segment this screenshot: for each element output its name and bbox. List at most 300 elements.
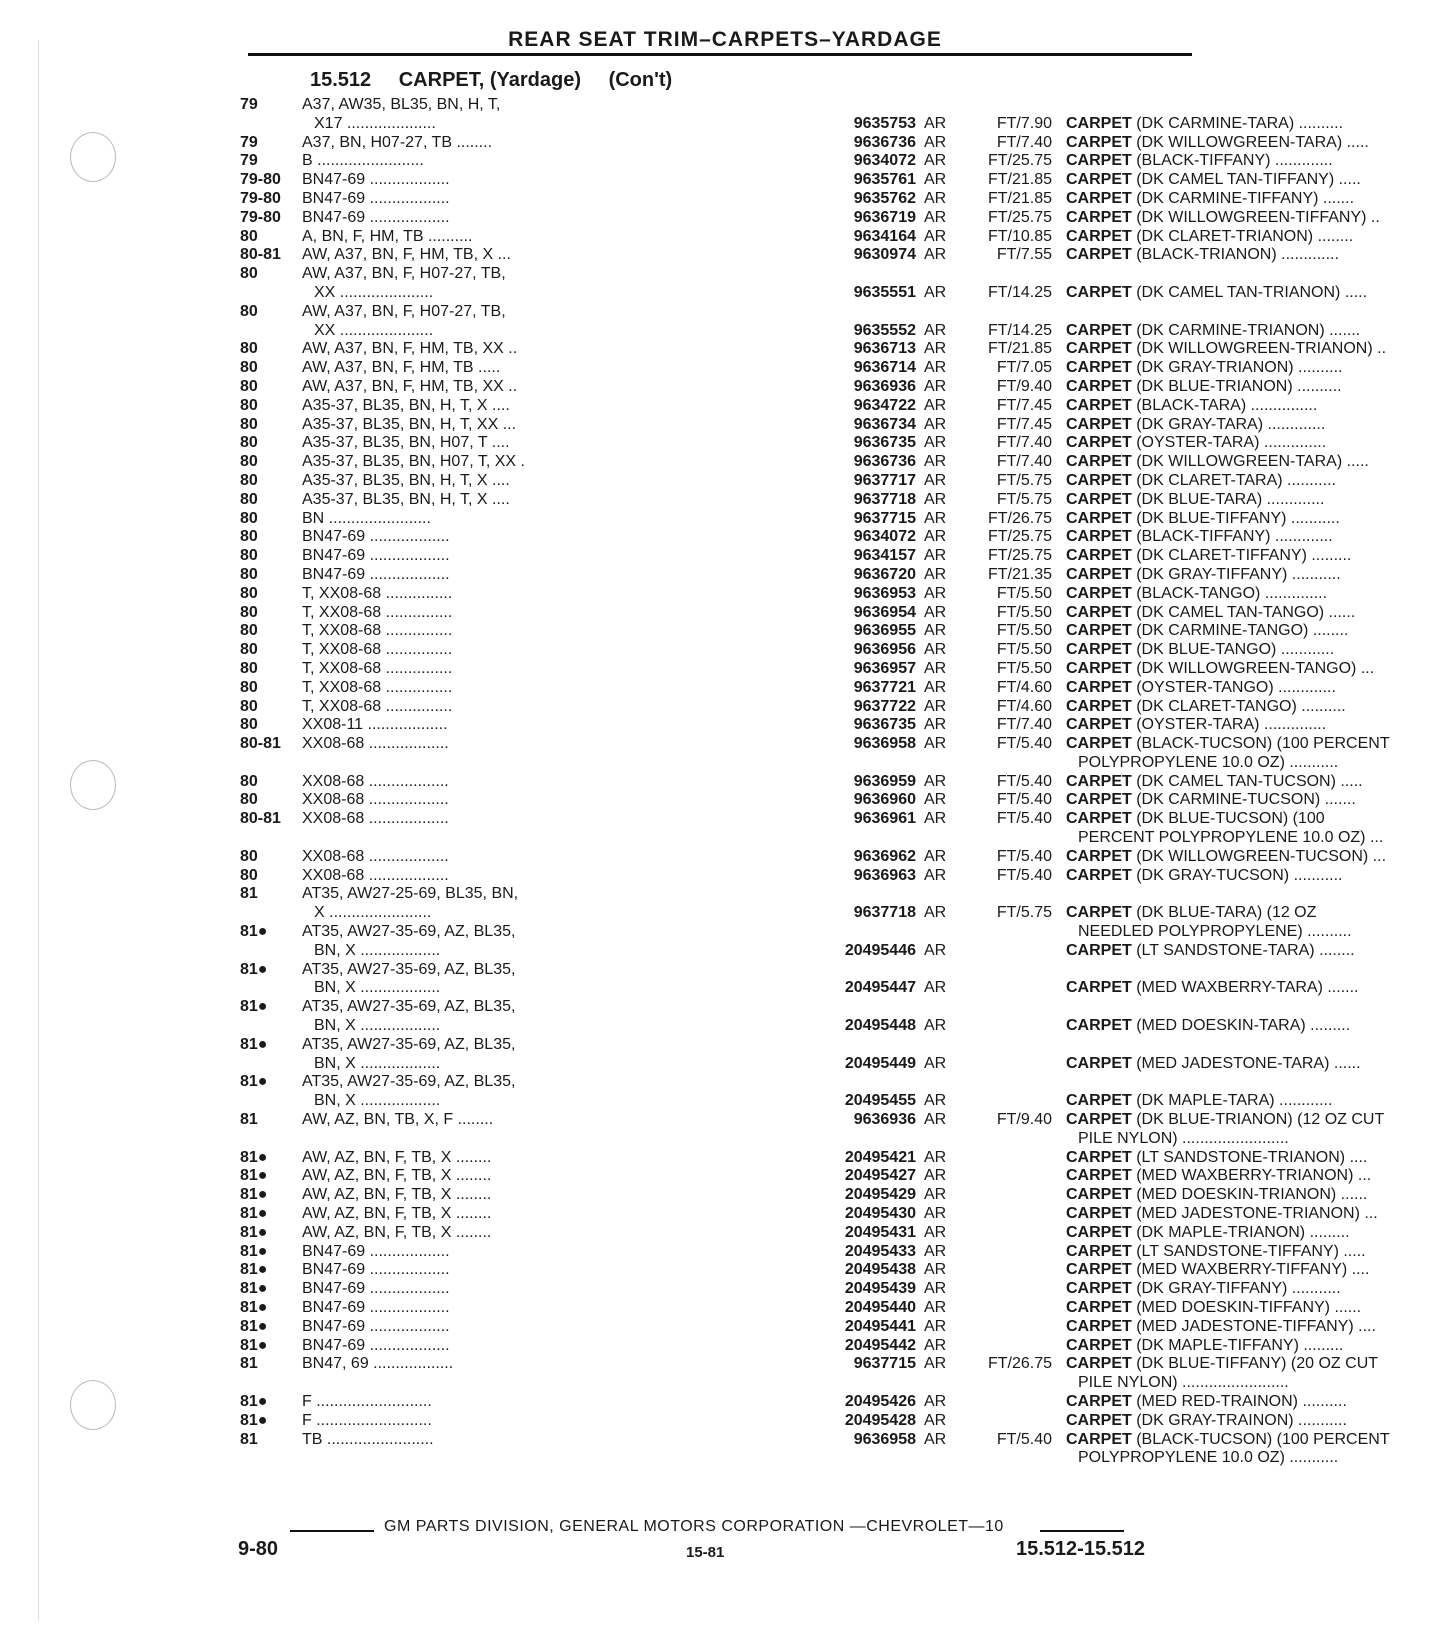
footer-rule-right (1040, 1530, 1124, 1532)
year-cell: 79-80 (240, 208, 281, 226)
models-cell (302, 1186, 812, 1205)
models-cell (302, 1355, 812, 1374)
year-cell: 80 (240, 565, 258, 583)
year-cell: 79 (240, 152, 258, 170)
table-row (240, 847, 1387, 867)
description-text: (BLACK-TARA) ............... (1131, 396, 1318, 414)
description-line-2: POLYPROPYLENE 10.0 OZ) ........... (1078, 753, 1339, 771)
part-number-cell: 9634722 (853, 396, 916, 414)
models-line: BN47-69 .................. (302, 1299, 450, 1316)
quantity-cell: AR (924, 1355, 947, 1373)
description-cell (1066, 1224, 1446, 1243)
year-cell: 81● (240, 1299, 268, 1316)
footage-cell: FT/7.40 (996, 133, 1052, 151)
description-cell (1066, 1243, 1446, 1262)
models-cell (302, 171, 812, 190)
models-line: BN47-69 .................. (302, 1280, 450, 1298)
description-text: (MED WAXBERRY-TRIANON) ... (1131, 1167, 1372, 1185)
quantity-cell: AR (924, 716, 947, 734)
year-cell: 80 (240, 584, 258, 602)
table-row (240, 998, 1351, 1036)
description-text: (DK CAMEL TAN-TRIANON) ..... (1131, 283, 1368, 301)
table-row (240, 1299, 1362, 1318)
models-line-2: XX ..................... (314, 321, 434, 339)
models-cell (302, 190, 812, 209)
description-text: (DK BLUE-TRIANON) (12 OZ CUT (1131, 1111, 1385, 1129)
description-keyword: CARPET (1066, 114, 1132, 132)
table-row (240, 1186, 1368, 1205)
models-cell (302, 641, 812, 660)
models-cell (302, 1224, 812, 1243)
quantity-cell: AR (924, 1242, 947, 1260)
models-line: BN47-69 .................. (302, 1242, 450, 1260)
table-row (240, 1167, 1372, 1186)
part-number-cell: 9635551 (853, 283, 916, 301)
description-cell (1066, 604, 1446, 623)
models-line: XX08-11 .................. (302, 716, 448, 734)
table-row (240, 678, 1336, 698)
table-row (240, 772, 1363, 792)
description-cell (1066, 1149, 1446, 1168)
description-text: (MED RED-TRAINON) .......... (1131, 1392, 1347, 1410)
description-line-2: PERCENT POLYPROPYLENE 10.0 OZ) ... (1078, 829, 1384, 847)
description-cell (1066, 1055, 1446, 1074)
models-line: T, XX08-68 ............... (302, 622, 453, 640)
models-cell (302, 510, 812, 529)
description-keyword: CARPET (1066, 847, 1132, 865)
part-number-cell: 9637715 (853, 509, 916, 527)
description-cell (1066, 1393, 1446, 1412)
description-text: (DK CARMINE-TRIANON) ....... (1131, 321, 1361, 339)
description-keyword: CARPET (1066, 565, 1132, 583)
quantity-cell: AR (924, 321, 947, 339)
description-cell (1066, 152, 1446, 171)
models-cell (302, 998, 812, 1036)
table-row (240, 1392, 1347, 1412)
footage-cell: FT/5.40 (996, 772, 1052, 790)
models-cell (302, 1299, 812, 1318)
year-cell: 80 (240, 866, 258, 884)
quantity-cell: AR (924, 603, 947, 621)
description-keyword: CARPET (1066, 1336, 1132, 1354)
models-line: BN47, 69 .................. (302, 1355, 454, 1373)
description-text: (DK BLUE-TARA) ............. (1131, 490, 1325, 508)
description-cell (1066, 1167, 1446, 1186)
description-text: (MED DOESKIN-TRIANON) ...... (1131, 1186, 1368, 1204)
description-keyword: CARPET (1066, 584, 1132, 602)
table-row (240, 396, 1318, 416)
description-keyword: CARPET (1066, 1054, 1132, 1072)
description-keyword: CARPET (1066, 1242, 1132, 1260)
year-cell: 80-81 (240, 810, 281, 828)
part-number-cell: 9637721 (853, 678, 916, 696)
table-row (240, 1280, 1341, 1299)
models-line: XX08-68 .................. (302, 772, 449, 790)
table-row (240, 1205, 1378, 1224)
models-line: AW, AZ, BN, TB, X, F ........ (302, 1111, 494, 1129)
year-cell: 81● (240, 1280, 268, 1298)
quantity-cell: AR (924, 1186, 947, 1204)
table-row (240, 490, 1325, 510)
description-cell (1066, 1318, 1446, 1337)
models-cell (302, 885, 812, 923)
table-row (240, 547, 1352, 566)
part-number-cell: 20495449 (844, 1054, 916, 1072)
description-text: (LT SANDSTONE-TIFFANY) ..... (1131, 1242, 1366, 1260)
models-cell (302, 1431, 812, 1450)
models-cell (302, 810, 812, 829)
description-text: (DK WILLOWGREEN-TARA) ..... (1131, 453, 1369, 471)
description-keyword: CARPET (1066, 1355, 1132, 1373)
description-text: (DK GRAY-TIFFANY) ........... (1131, 565, 1341, 583)
description-cell (1066, 867, 1446, 886)
models-line: A35-37, BL35, BN, H, T, X .... (302, 471, 510, 489)
description-cell (1066, 660, 1446, 679)
quantity-cell: AR (924, 1261, 947, 1279)
part-number-cell: 9635761 (853, 171, 916, 189)
footage-cell: FT/7.40 (996, 434, 1052, 452)
description-cell (1066, 453, 1446, 472)
footage-cell: FT/5.50 (996, 659, 1052, 677)
quantity-cell: AR (924, 904, 947, 922)
part-number-cell: 20495447 (844, 979, 916, 997)
part-number-cell: 20495426 (844, 1392, 916, 1410)
description-cell (1066, 434, 1446, 453)
quantity-cell: AR (924, 866, 947, 884)
part-number-cell: 9635762 (853, 189, 916, 207)
models-cell (302, 848, 812, 867)
description-cell (1066, 322, 1446, 341)
models-line: AW, A37, BN, F, H07-27, TB, (302, 265, 506, 283)
quantity-cell: AR (924, 377, 947, 395)
year-cell: 81● (240, 1223, 268, 1241)
models-line-2: BN, X .................. (314, 1054, 441, 1072)
part-number-cell: 9636956 (853, 641, 916, 659)
models-line: AW, A37, BN, F, HM, TB ..... (302, 359, 501, 377)
part-number-cell: 9634072 (853, 528, 916, 546)
models-line: T, XX08-68 ............... (302, 678, 453, 696)
description-cell (1066, 528, 1446, 547)
part-number-cell: 20495433 (844, 1242, 916, 1260)
models-line: AW, A37, BN, F, HM, TB, XX .. (302, 340, 518, 358)
quantity-cell: AR (924, 584, 947, 602)
footage-cell: FT/5.40 (996, 810, 1052, 828)
models-cell (302, 434, 812, 453)
description-cell (1066, 641, 1446, 660)
footage-cell: FT/14.25 (987, 321, 1052, 339)
description-text: (MED JADESTONE-TRIANON) ... (1131, 1205, 1378, 1223)
quantity-cell: AR (924, 1336, 947, 1354)
year-cell: 81● (240, 1148, 268, 1166)
description-cell (1066, 246, 1446, 265)
description-text: (DK CARMINE-TUCSON) ....... (1131, 791, 1356, 809)
models-cell (302, 359, 812, 378)
models-line: BN47-69 .................. (302, 547, 450, 565)
description-text: (DK BLUE-TARA) (12 OZ (1131, 904, 1317, 922)
models-cell (302, 528, 812, 547)
description-cell (1066, 284, 1446, 303)
footage-cell: FT/5.40 (996, 866, 1052, 884)
part-number-cell: 20495439 (844, 1280, 916, 1298)
quantity-cell: AR (924, 359, 947, 377)
year-cell: 79 (240, 96, 258, 113)
description-text: (DK BLUE-TIFFANY) ........... (1131, 509, 1340, 527)
description-keyword: CARPET (1066, 979, 1132, 997)
quantity-cell: AR (924, 979, 947, 997)
models-cell (302, 228, 812, 247)
part-number-cell: 9637722 (853, 697, 916, 715)
table-row (240, 1148, 1368, 1168)
description-keyword: CARPET (1066, 509, 1132, 527)
models-line: TB ........................ (302, 1430, 434, 1448)
part-number-cell: 9636958 (853, 1430, 916, 1448)
models-cell (302, 1167, 812, 1186)
year-cell: 80 (240, 396, 258, 414)
part-number-cell: 9636954 (853, 603, 916, 621)
models-cell (302, 453, 812, 472)
description-line-2: NEEDLED POLYPROPYLENE) .......... (1078, 923, 1352, 941)
description-text: (DK MAPLE-TRIANON) ......... (1131, 1223, 1350, 1241)
table-row (240, 1111, 1385, 1149)
part-number-cell: 9636962 (853, 847, 916, 865)
description-cell (1066, 848, 1446, 867)
description-text: (DK CAMEL TAN-TANGO) ...... (1131, 603, 1356, 621)
models-cell (302, 660, 812, 679)
description-cell (1066, 134, 1446, 153)
footage-cell: FT/21.35 (987, 565, 1052, 583)
description-keyword: CARPET (1066, 415, 1132, 433)
part-number-cell: 9636960 (853, 791, 916, 809)
models-line: BN47-69 .................. (302, 1336, 450, 1354)
description-cell (1066, 228, 1446, 247)
models-line: XX08-68 .................. (302, 847, 449, 865)
models-line: XX08-68 .................. (302, 810, 449, 828)
description-text: (DK GRAY-TRIANON) .......... (1131, 359, 1343, 377)
part-number-cell: 20495438 (844, 1261, 916, 1279)
models-line: AT35, AW27-35-69, AZ, BL35, (302, 923, 516, 941)
models-cell (302, 585, 812, 604)
description-cell (1066, 1299, 1446, 1318)
part-number-cell: 9634157 (853, 547, 916, 565)
year-cell: 80 (240, 377, 258, 395)
description-text: (DK WILLOWGREEN-TARA) ..... (1131, 133, 1369, 151)
description-keyword: CARPET (1066, 603, 1132, 621)
models-line-2: BN, X .................. (314, 1017, 441, 1035)
description-text: (MED JADESTONE-TARA) ...... (1131, 1054, 1361, 1072)
quantity-cell: AR (924, 283, 947, 301)
description-keyword: CARPET (1066, 1411, 1132, 1429)
part-number-cell: 9636714 (853, 359, 916, 377)
models-line: AW, A37, BN, F, H07-27, TB, (302, 302, 506, 320)
description-cell (1066, 698, 1446, 717)
description-keyword: CARPET (1066, 227, 1132, 245)
description-keyword: CARPET (1066, 1280, 1132, 1298)
part-number-cell: 9636957 (853, 659, 916, 677)
description-keyword: CARPET (1066, 678, 1132, 696)
models-cell (302, 134, 812, 153)
models-cell (302, 923, 812, 961)
year-cell: 80 (240, 453, 258, 471)
description-text: (DK MAPLE-TARA) ............ (1131, 1092, 1333, 1110)
quantity-cell: AR (924, 847, 947, 865)
year-cell: 80 (240, 434, 258, 452)
description-cell (1066, 1431, 1446, 1469)
quantity-cell: AR (924, 1299, 947, 1316)
description-keyword: CARPET (1066, 622, 1132, 640)
year-cell: 79-80 (240, 171, 281, 189)
models-line: XX08-68 .................. (302, 866, 449, 884)
part-number-cell: 9637718 (853, 904, 916, 922)
description-cell (1066, 1280, 1446, 1299)
models-line: BN47-69 .................. (302, 528, 450, 546)
description-keyword: CARPET (1066, 396, 1132, 414)
year-cell: 80 (240, 471, 258, 489)
footage-cell: FT/14.25 (987, 283, 1052, 301)
quantity-cell: AR (924, 1017, 947, 1035)
description-text: (DK CLARET-TRIANON) ........ (1131, 227, 1354, 245)
quantity-cell: AR (924, 697, 947, 715)
year-cell: 81● (240, 1186, 268, 1204)
year-cell: 80 (240, 265, 258, 283)
quantity-cell: AR (924, 396, 947, 414)
models-line-2: X ....................... (314, 904, 432, 922)
description-cell (1066, 510, 1446, 529)
models-cell (302, 547, 812, 566)
description-keyword: CARPET (1066, 471, 1132, 489)
footage-cell: FT/9.40 (996, 1111, 1052, 1129)
models-cell (302, 566, 812, 585)
table-row (240, 133, 1369, 153)
footage-cell: FT/4.60 (996, 678, 1052, 696)
table-row (240, 453, 1369, 472)
description-text: (DK GRAY-TIFFANY) ........... (1131, 1280, 1341, 1298)
footage-cell: FT/7.45 (996, 396, 1052, 414)
table-row (240, 659, 1375, 679)
footage-cell: FT/7.05 (996, 359, 1052, 377)
table-row (240, 1223, 1350, 1243)
description-keyword: CARPET (1066, 547, 1132, 565)
quantity-cell: AR (924, 565, 947, 583)
models-cell (302, 397, 812, 416)
models-line: AW, AZ, BN, F, TB, X ........ (302, 1148, 492, 1166)
quantity-cell: AR (924, 1205, 947, 1223)
year-cell: 81● (240, 923, 268, 941)
quantity-cell: AR (924, 509, 947, 527)
description-text: (MED JADESTONE-TIFFANY) .... (1131, 1317, 1376, 1335)
models-line: A, BN, F, HM, TB .......... (302, 227, 473, 245)
table-row (240, 641, 1335, 660)
models-line: AW, AZ, BN, F, TB, X ........ (302, 1205, 492, 1223)
description-cell (1066, 1412, 1446, 1431)
description-keyword: CARPET (1066, 246, 1132, 264)
description-keyword: CARPET (1066, 659, 1132, 677)
quantity-cell: AR (924, 1392, 947, 1410)
description-keyword: CARPET (1066, 377, 1132, 395)
punch-hole (70, 132, 116, 182)
models-cell (302, 773, 812, 792)
description-text: (DK BLUE-TIFFANY) (20 OZ CUT (1131, 1355, 1379, 1373)
part-number-cell: 9630974 (853, 246, 916, 264)
models-cell (302, 1073, 812, 1111)
part-number-cell: 20495429 (844, 1186, 916, 1204)
description-keyword: CARPET (1066, 1111, 1132, 1129)
table-row (240, 1336, 1344, 1356)
description-cell (1066, 340, 1446, 359)
models-cell (302, 340, 812, 359)
table-row (240, 246, 1339, 265)
models-line: T, XX08-68 ............... (302, 697, 453, 715)
year-cell: 80 (240, 359, 258, 377)
year-cell: 80 (240, 528, 258, 546)
description-line-2: PILE NYLON) ........................ (1078, 1129, 1289, 1147)
part-number-cell: 9636736 (853, 133, 916, 151)
footage-cell: FT/7.55 (996, 246, 1052, 264)
description-keyword: CARPET (1066, 1186, 1132, 1204)
quantity-cell: AR (924, 1148, 947, 1166)
year-cell: 79-80 (240, 189, 281, 207)
part-number-cell: 9636720 (853, 565, 916, 583)
table-row (240, 509, 1340, 529)
footage-cell: FT/5.50 (996, 584, 1052, 602)
table-row (240, 866, 1343, 886)
year-cell: 80-81 (240, 735, 281, 753)
table-row (240, 565, 1341, 585)
description-keyword: CARPET (1066, 1148, 1132, 1166)
description-cell (1066, 359, 1446, 378)
part-number-cell: 9637715 (853, 1355, 916, 1373)
year-cell: 80 (240, 641, 258, 659)
footage-cell: FT/7.45 (996, 415, 1052, 433)
description-cell (1066, 416, 1446, 435)
models-cell (302, 867, 812, 886)
table-row (240, 96, 1344, 134)
table-row (240, 716, 1327, 735)
description-text: (DK WILLOWGREEN-TUCSON) ... (1131, 847, 1387, 865)
description-text: (DK MAPLE-TIFFANY) ......... (1131, 1336, 1344, 1354)
description-text: (BLACK-TRIANON) ............. (1131, 246, 1339, 264)
description-keyword: CARPET (1066, 283, 1132, 301)
description-cell (1066, 585, 1446, 604)
description-cell (1066, 547, 1446, 566)
footage-cell: FT/25.75 (987, 547, 1052, 565)
footage-cell: FT/5.50 (996, 622, 1052, 640)
footer-publisher: GM PARTS DIVISION, GENERAL MOTORS CORPORATION —CHEVROLET—10 (384, 1518, 1004, 1535)
footage-cell: FT/7.40 (996, 453, 1052, 471)
description-keyword: CARPET (1066, 1205, 1132, 1223)
table-row (240, 810, 1384, 848)
models-cell (302, 604, 812, 623)
quantity-cell: AR (924, 641, 947, 659)
table-row (240, 189, 1355, 209)
year-cell: 80 (240, 603, 258, 621)
table-row (240, 1073, 1333, 1111)
table-row (240, 1411, 1347, 1431)
table-row (240, 622, 1349, 641)
models-cell (302, 303, 812, 341)
models-line: AW, A37, BN, F, HM, TB, X ... (302, 246, 511, 264)
description-text: (BLACK-TUCSON) (100 PERCENT (1131, 1430, 1390, 1448)
year-cell: 81● (240, 1336, 268, 1354)
models-cell (302, 1337, 812, 1356)
part-number-cell: 20495421 (844, 1148, 916, 1166)
year-cell: 80 (240, 415, 258, 433)
table-row (240, 1242, 1366, 1262)
part-number-cell: 9636953 (853, 584, 916, 602)
quantity-cell: AR (924, 133, 947, 151)
models-line: BN47-69 .................. (302, 565, 450, 583)
description-text: (DK WILLOWGREEN-TANGO) ... (1131, 659, 1375, 677)
section-number: 15.512 (310, 69, 372, 91)
